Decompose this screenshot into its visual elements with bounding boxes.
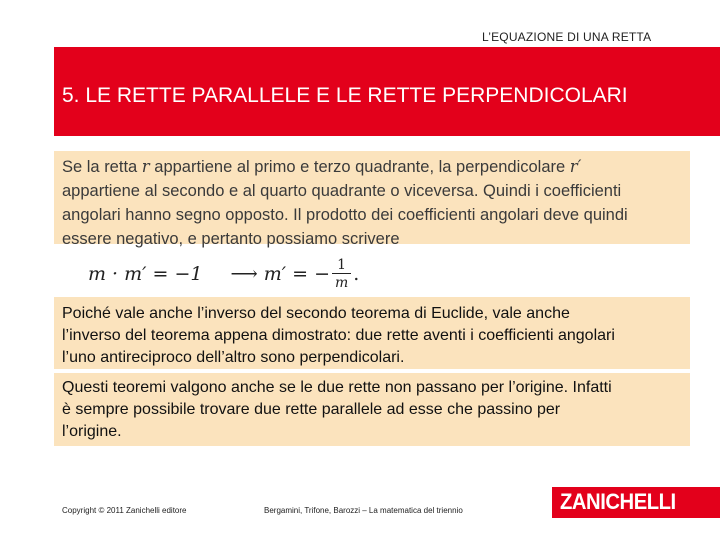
math-symbol-r: r xyxy=(141,157,150,176)
text-line: è sempre possibile trovare due rette parallele ad esse che passino per xyxy=(62,401,561,418)
text-line: appartiene al secondo e al quarto quadrante o viceversa. Quindi i coefficienti xyxy=(62,182,622,200)
text-box-inverse-theorem xyxy=(54,297,690,369)
formula xyxy=(88,252,359,296)
logo-text: ZANICHELLI xyxy=(560,489,676,514)
text-line: essere negativo, e pertanto possiamo scrivere xyxy=(62,230,400,248)
publisher-logo xyxy=(552,487,720,518)
formula-lhs: m · m′ = −1 xyxy=(88,263,203,285)
text-line xyxy=(62,155,682,179)
text-line: Questi teoremi valgono anche se le due rette non passano per l’origine. Infatti xyxy=(62,379,612,396)
text-fragment: appartiene al primo e terzo quadrante, la perpendicolare xyxy=(149,158,570,176)
slide-title: 5. LE RETTE PARALLELE E LE RETTE PERPENDICOLARI xyxy=(62,84,628,107)
formula-end: . xyxy=(353,263,360,285)
text-box-perpendicular-explanation xyxy=(54,151,690,248)
text-line: l’inverso del teorema appena dimostrato: due rette aventi i coefficienti angolari xyxy=(62,327,615,344)
section-label: L’EQUAZIONE DI UNA RETTA xyxy=(482,30,652,44)
formula-rhs: m′ = − xyxy=(263,263,330,285)
text-line: l’origine. xyxy=(62,423,122,440)
text-box-origin-note xyxy=(54,373,690,446)
formula-fraction xyxy=(332,257,351,292)
footer-authors: Bergamini, Trifone, Barozzi – La matematica del triennio xyxy=(264,506,463,515)
text-line: l’uno antireciproco dell’altro sono perpendicolari. xyxy=(62,349,405,366)
text-fragment: Se la retta xyxy=(62,158,142,176)
fraction-denominator: m xyxy=(334,274,349,291)
math-symbol-r-prime: r′ xyxy=(569,157,582,176)
fraction-numerator: 1 xyxy=(337,256,347,273)
text-line: angolari hanno segno opposto. Il prodotto dei coefficienti angolari deve quindi xyxy=(62,206,628,224)
text-line: Poiché vale anche l’inverso del secondo teorema di Euclide, vale anche xyxy=(62,305,570,322)
footer-copyright: Copyright © 2011 Zanichelli editore xyxy=(62,506,187,515)
formula-arrow: ⟶ xyxy=(230,263,258,285)
